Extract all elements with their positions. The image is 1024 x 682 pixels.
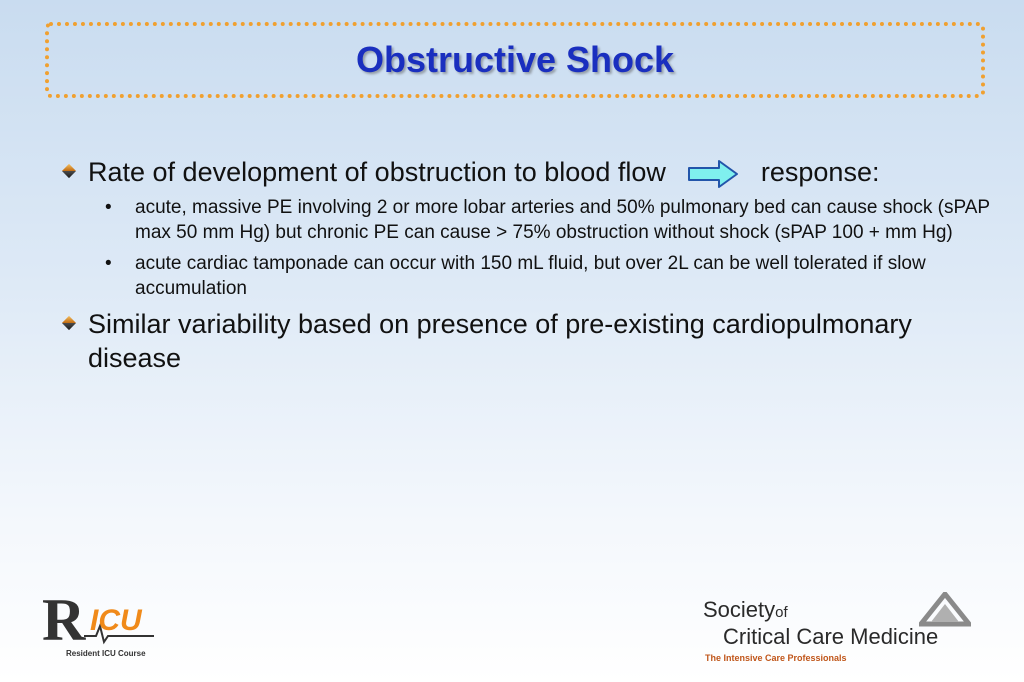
title-frame bbox=[45, 22, 985, 98]
slide-content bbox=[60, 155, 990, 375]
bullet-text bbox=[88, 155, 990, 189]
sccm-of-word: of bbox=[775, 604, 788, 621]
sub-bullet-tamponade bbox=[105, 251, 990, 301]
sub-bullet-marker: • bbox=[105, 197, 112, 218]
sccm-society-word: Society bbox=[703, 597, 776, 622]
bullet-similar-variability bbox=[60, 307, 990, 375]
ricu-logo-letters: ICU bbox=[90, 604, 142, 637]
sccm-tagline: The Intensive Care Professionals bbox=[705, 653, 847, 663]
sub-bullet-text: acute cardiac tamponade can occur with 150 mL fluid, but over 2L can be well tolerated if slow accumulation bbox=[135, 253, 926, 299]
sccm-org-name: Critical Care Medicine bbox=[723, 624, 939, 649]
diamond-bullet-icon bbox=[62, 316, 76, 330]
slide-title: Obstructive Shock bbox=[355, 39, 675, 80]
ricu-logo bbox=[38, 587, 168, 664]
sub-bullet-pe bbox=[105, 195, 990, 245]
bullet-rate-of-development bbox=[60, 155, 990, 189]
bullet-text-after-arrow: response: bbox=[760, 157, 880, 187]
sub-bullet-marker: • bbox=[105, 253, 112, 274]
right-arrow-icon bbox=[687, 159, 739, 189]
sccm-logo bbox=[697, 590, 977, 668]
ricu-logo-letter: R bbox=[42, 587, 86, 653]
ricu-logo-subtitle: Resident ICU Course bbox=[66, 649, 146, 658]
diamond-bullet-icon bbox=[62, 164, 76, 178]
triangle-mark-icon bbox=[919, 592, 971, 628]
bullet-text: Similar variability based on presence of pre-existing cardiopulmonary disease bbox=[88, 309, 912, 373]
sccm-society-text bbox=[703, 598, 788, 625]
sub-bullet-list bbox=[105, 195, 990, 301]
sub-bullet-text: acute, massive PE involving 2 or more lobar arteries and 50% pulmonary bed can cause shock (sPAP max 50 mm Hg) but chronic PE can cause > 75% obstruction without shock (sPAP 100 + mm Hg) bbox=[135, 197, 990, 243]
bullet-text-before-arrow: Rate of development of obstruction to blood flow bbox=[88, 157, 666, 187]
